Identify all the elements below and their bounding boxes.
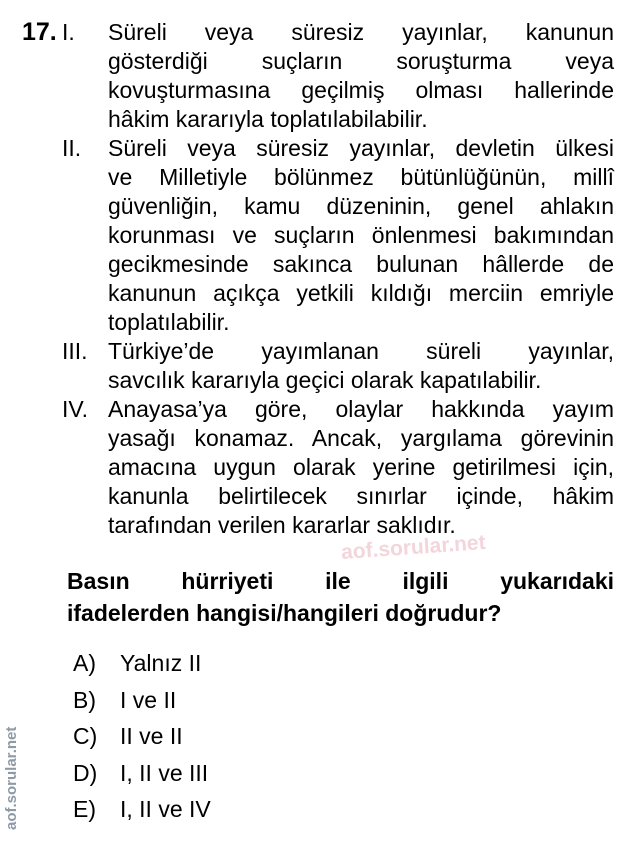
- option-text: II ve II: [120, 723, 183, 749]
- option-c[interactable]: [73, 718, 211, 755]
- option-text: I, II ve III: [120, 759, 209, 786]
- statement-iv-numeral: IV.: [62, 396, 89, 422]
- question-number: 17.: [22, 18, 57, 46]
- text-line: kanunla belirtilecek sınırlar içinde, hâkim: [108, 483, 614, 509]
- option-letter: E): [73, 796, 96, 822]
- watermark-center: aof.sorular.net: [340, 530, 487, 565]
- statement-ii-text: [108, 134, 614, 337]
- option-a[interactable]: [73, 645, 211, 682]
- statement-iii-numeral: III.: [62, 338, 88, 364]
- option-b[interactable]: [73, 682, 211, 719]
- option-letter: A): [73, 650, 96, 676]
- statement-i-text: [108, 18, 614, 134]
- text-line: tarafından verilen kararlar saklıdır.: [108, 512, 456, 538]
- stem-line: ifadelerden hangisi/hangileri doğrudur?: [67, 600, 502, 626]
- text-line: korunması ve suçların önlenmesi bakımından: [108, 222, 614, 248]
- text-line: Türkiye’de yayımlanan süreli yayınlar,: [108, 338, 614, 364]
- text-line: gecikmesinde sakınca bulunan hâllerde de: [108, 251, 614, 277]
- option-d[interactable]: [73, 755, 211, 792]
- text-line: yasağı konamaz. Ancak, yargılama görevinin: [108, 425, 614, 451]
- statement-ii: [62, 134, 614, 337]
- option-text: I ve II: [120, 686, 177, 713]
- statement-iii: [62, 337, 614, 395]
- text-line: hâkim kararıyla toplatılabilabilir.: [108, 106, 428, 132]
- text-line: amacına uygun olarak yerine getirilmesi için,: [108, 454, 614, 480]
- text-line: toplatılabilir.: [108, 309, 230, 335]
- option-e[interactable]: [73, 791, 211, 828]
- text-line: Anayasa’ya göre, olaylar hakkında yayım: [108, 396, 614, 422]
- text-line: ve Milletiyle bölünmez bütünlüğünün, millî: [108, 164, 614, 190]
- text-line: güvenliğin, kamu düzeninin, genel ahlakın: [108, 193, 614, 219]
- option-text: I, II ve IV: [120, 796, 211, 822]
- option-letter: C): [73, 723, 98, 749]
- watermark-side: aof.sorular.net: [3, 726, 20, 830]
- text-line: savcılık kararıyla geçici olarak kapatılabilir.: [108, 367, 542, 393]
- question-stem: [67, 565, 614, 629]
- option-letter: D): [73, 759, 98, 786]
- statement-iv-text: [108, 395, 614, 540]
- statement-i: [62, 18, 614, 134]
- statement-i-numeral: I.: [62, 19, 75, 45]
- statement-iv: [62, 395, 614, 540]
- statement-ii-numeral: II.: [62, 135, 82, 161]
- answer-options: [73, 645, 211, 828]
- text-line: gösterdiği suçların soruşturma veya: [108, 48, 614, 74]
- text-line: kovuşturmasına geçilmiş olması hallerinde: [108, 77, 614, 103]
- stem-line: Basın hürriyeti ile ilgili yukarıdaki: [67, 568, 614, 594]
- option-letter: B): [73, 686, 96, 713]
- option-text: Yalnız II: [120, 650, 202, 676]
- text-line: Süreli veya süresiz yayınlar, kanunun: [108, 19, 614, 45]
- text-line: kanunun açıkça yetkili kıldığı merciin emriyle: [108, 280, 614, 306]
- statement-iii-text: [108, 337, 614, 395]
- text-line: Süreli veya süresiz yayınlar, devletin ülkesi: [108, 135, 614, 161]
